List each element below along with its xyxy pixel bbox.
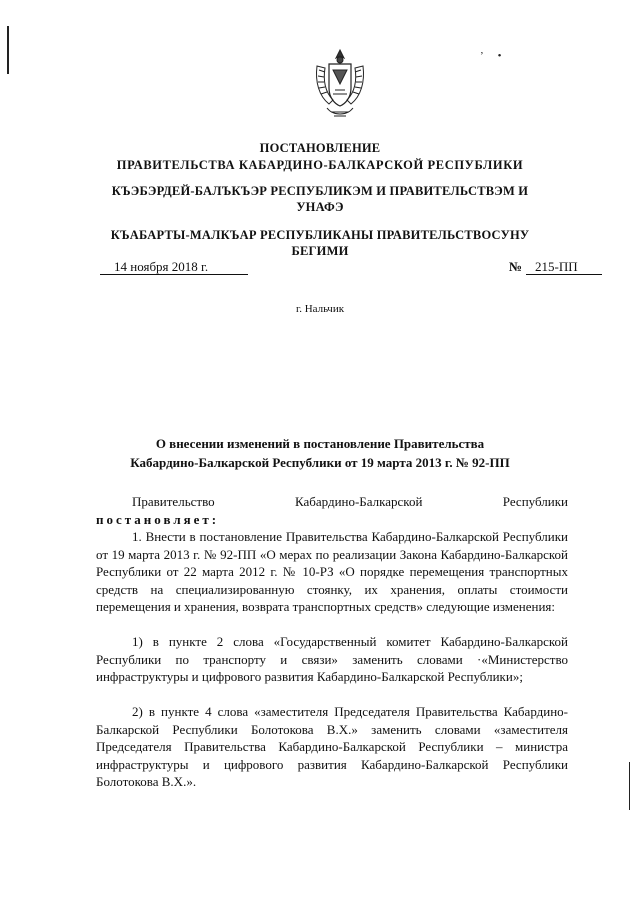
preamble-word-3: Республики <box>502 494 568 509</box>
item-1-paragraph: 1. Внести в постановление Правительства Кабардино-Балкарской Республики от 19 марта 2013 г. № 92-ПП «О мерах по реализации Закона Кабардино-Балкарской Республики от 22 марта 2012 г. № 10-РЗ «О порядке перемещения транспортных средств на специализированную стоянку, их хранения, оплаты стоимости перемещения и хранения, возврата транспортных средств» следующие изменения: <box>96 529 568 614</box>
balkar-heading-line2: БЕГИМИ <box>291 244 349 258</box>
decree-word: постановляет: <box>96 512 220 527</box>
preamble-line <box>96 494 568 510</box>
document-title <box>0 434 640 472</box>
document-number: 215-ПП <box>526 259 602 275</box>
subitem-2-paragraph: 2) в пункте 4 слова «заместителя Председателя Правительства Кабардино-Балкарской Республики Болотокова В.Х.» заменить словами «заместителя Председателя Правительства Кабардино-Балкарской Республики – министра инфраструктуры и цифрового развития Кабардино-Балкарской Республики Болотокова В.Х.». <box>96 704 568 789</box>
preamble-word-2: Кабардино-Балкарской <box>294 494 423 509</box>
kabardian-heading-line2: УНАФЭ <box>296 200 344 214</box>
title-line-2: Кабардино-Балкарской Республики от 19 марта 2013 г. № 92-ПП <box>130 455 510 470</box>
doc-type-heading: ПОСТАНОВЛЕНИЕ <box>259 141 381 155</box>
title-line-1: О внесении изменений в постановление Правительства <box>155 436 485 451</box>
government-name-heading: ПРАВИТЕЛЬСТВА КАБАРДИНО-БАЛКАРСКОЙ РЕСПУБЛИКИ <box>116 158 524 172</box>
city-label: г. Нальчик <box>295 303 345 315</box>
subitem-1-paragraph: 1) в пункте 2 слова «Государственный комитет Кабардино-Балкарской Республики по транспорту и связи» заменить словами ·«Министерство инфраструктуры и цифрового развития Кабардино-Балкарской Республики»; <box>96 634 568 684</box>
balkar-heading-line1: КЪАБАРТЫ-МАЛКЪАР РЕСПУБЛИКАНЫ ПРАВИТЕЛЬСТВОСУНУ <box>110 228 530 242</box>
scan-edge-line-left <box>7 26 9 74</box>
document-date: 14 ноября 2018 г. <box>100 259 248 275</box>
number-sign: № <box>509 259 523 274</box>
coat-of-arms-emblem <box>311 46 369 122</box>
preamble-word-1: Правительство <box>132 494 215 509</box>
scan-edge-line-right <box>629 762 630 810</box>
scan-specks: ʼ• <box>480 50 516 62</box>
kabardian-heading-line1: КЪЭБЭРДЕЙ-БАЛЪКЪЭР РЕСПУБЛИКЭМ И ПРАВИТЕЛЬСТВЭМ И <box>111 184 529 198</box>
